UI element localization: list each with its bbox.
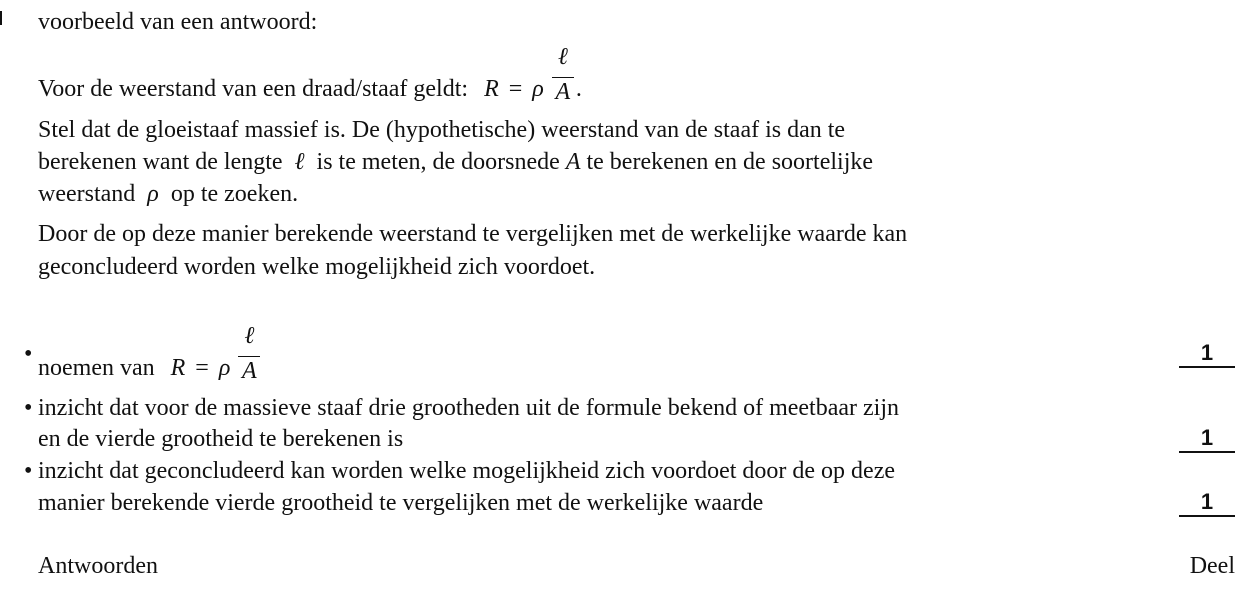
criterion-3-line-1 xyxy=(38,456,895,486)
footer-left-text: Antwoorden xyxy=(38,553,158,579)
formula-fraction xyxy=(550,46,576,106)
formula-rho: ρ xyxy=(532,75,544,102)
paragraph-2-line-2 xyxy=(38,147,873,177)
length-symbol: ℓ xyxy=(294,149,305,175)
criterion-3-line-2 xyxy=(38,488,763,518)
criterion-3-line-2-text: manier berekende vierde grootheid te vergelijken met de werkelijke waarde xyxy=(38,490,764,516)
criterion-1-formula-rho: ρ xyxy=(218,354,231,381)
criterion-3-bullet: • xyxy=(24,458,33,484)
criterion-1-numerator: ℓ xyxy=(244,323,255,349)
footer-right xyxy=(1190,551,1235,581)
criterion-1-text: noemen van xyxy=(38,354,155,381)
formula-equals: = xyxy=(508,75,523,102)
criterion-1-bullet: • xyxy=(24,341,33,367)
criterion-2-line-2-text: en de vierde grootheid te berekenen is xyxy=(38,426,404,452)
paragraph-3-line-1-text: Door de op deze manier berekende weerstand te vergelijken met de werkelijke waarde kan xyxy=(38,221,908,247)
formula-denominator: A xyxy=(555,79,571,105)
paragraph-2-line-3-b: op te zoeken. xyxy=(170,181,299,207)
paragraph-2-line-1-text: Stel dat de gloeistaaf massief is. De (hypothetische) weerstand van de staaf is dan te xyxy=(38,117,846,143)
area-symbol: A xyxy=(565,149,581,175)
criterion-1-formula-equals: = xyxy=(195,354,209,381)
formula-sentence-prefix: Voor de weerstand van een draad/staaf geldt: xyxy=(38,75,469,102)
criterion-1-score: 1 xyxy=(1179,340,1235,368)
answer-heading xyxy=(38,7,317,37)
criterion-1 xyxy=(38,321,262,387)
formula-sentence xyxy=(38,42,582,108)
criterion-2-line-1-text: inzicht dat voor de massieve staaf drie grootheden uit de formule bekend of meetbaar zijn xyxy=(38,395,900,421)
criterion-3-score: 1 xyxy=(1179,489,1235,517)
paragraph-2-line-2-c: te berekenen en de soortelijke xyxy=(586,149,874,175)
paragraph-2-line-3 xyxy=(38,179,298,209)
criterion-1-denominator: A xyxy=(242,358,257,384)
formula-period: . xyxy=(575,75,582,102)
footer-right-text: Deel xyxy=(1189,553,1235,579)
paragraph-3-line-2 xyxy=(38,252,595,282)
criterion-1-formula-lhs: R xyxy=(170,354,186,381)
paragraph-3-line-2-text: geconcludeerd worden welke mogelijkheid zich voordoet. xyxy=(38,254,596,280)
criterion-2-bullet: • xyxy=(24,395,33,421)
paragraph-2-line-3-a: weerstand xyxy=(38,181,136,207)
answer-heading-text: voorbeeld van een antwoord: xyxy=(38,9,318,35)
paragraph-2-line-2-a: berekenen want de lengte xyxy=(38,149,283,175)
criterion-2-line-1 xyxy=(38,393,899,423)
paragraph-2-line-1 xyxy=(38,115,845,145)
criterion-2-line-2 xyxy=(38,424,403,454)
checkbox-icon xyxy=(0,11,2,25)
formula-numerator: ℓ xyxy=(557,44,568,70)
paragraph-3-line-1 xyxy=(38,219,907,249)
criterion-1-fraction xyxy=(236,325,262,385)
criterion-3-line-1-text: inzicht dat geconcludeerd kan worden welke mogelijkheid zich voordoet door de op deze xyxy=(38,458,896,484)
paragraph-2-line-2-b: is te meten, de doorsnede xyxy=(316,149,560,175)
criterion-2-score: 1 xyxy=(1179,425,1235,453)
formula-lhs: R xyxy=(484,75,499,102)
footer-left xyxy=(38,551,158,581)
rho-symbol: ρ xyxy=(147,181,159,207)
